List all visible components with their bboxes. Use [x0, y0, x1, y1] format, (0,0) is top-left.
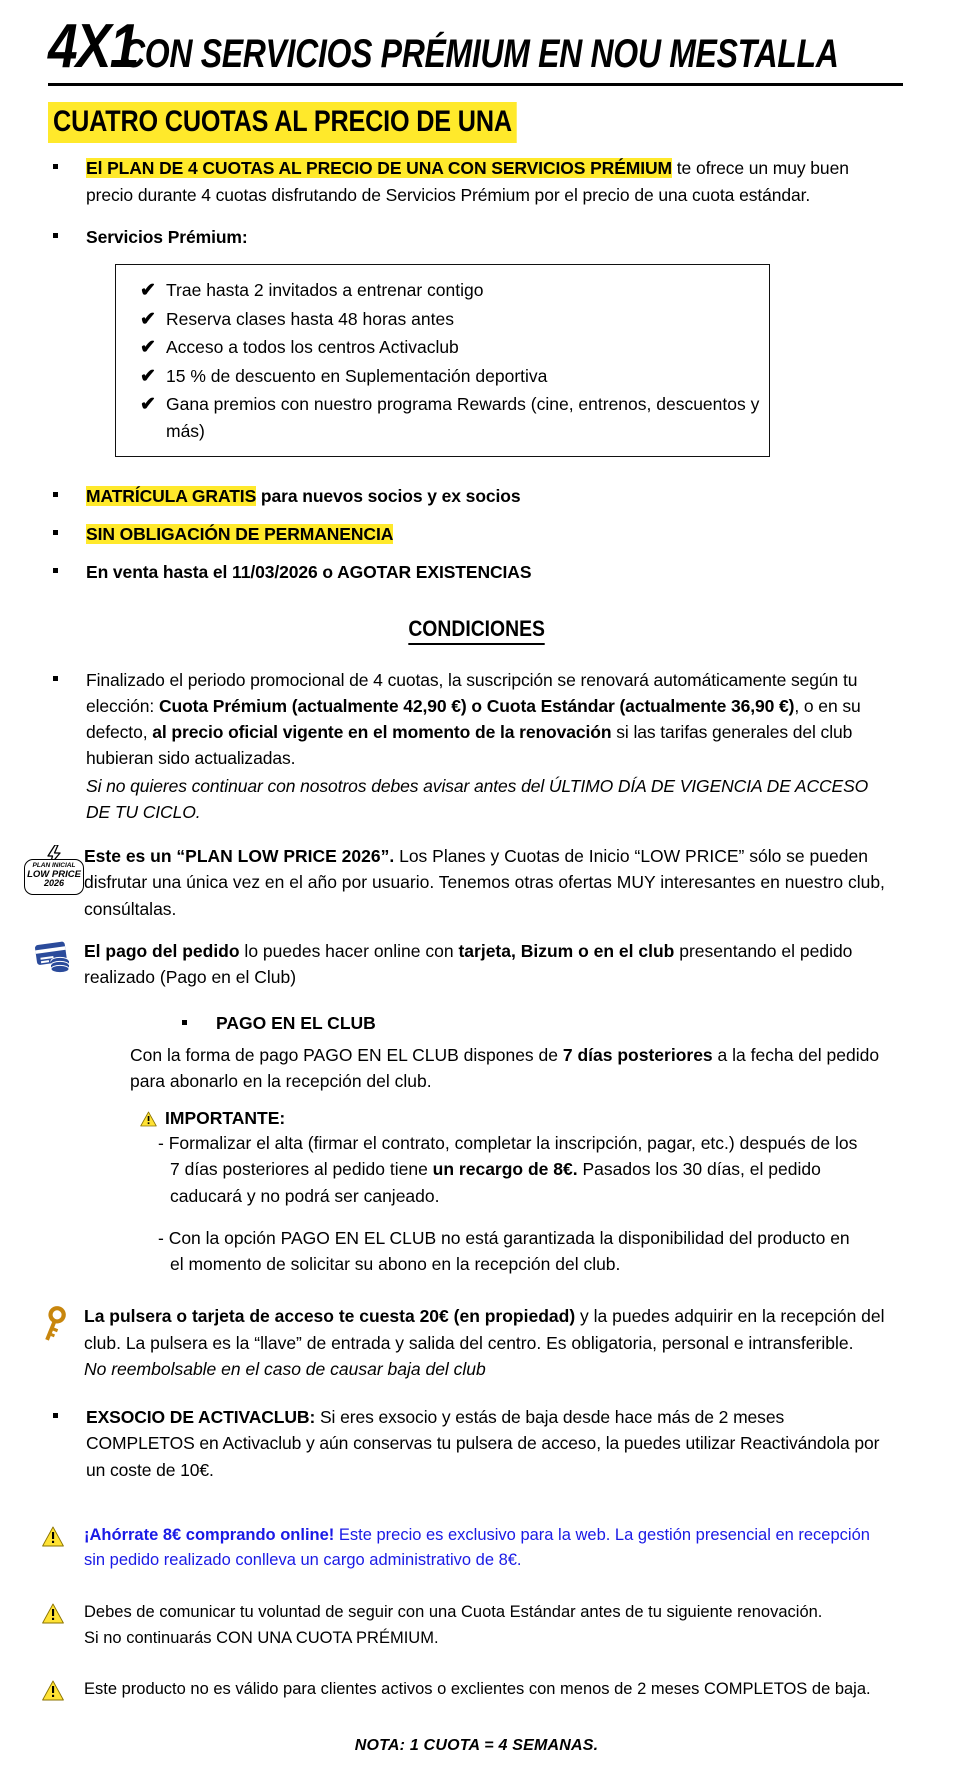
- check-icon: ✔: [140, 308, 156, 330]
- perk-permanencia: [50, 521, 953, 547]
- exsocio-bold: EXSOCIO DE ACTIVACLUB:: [86, 1407, 316, 1428]
- conditions-heading: [0, 616, 953, 645]
- venta-text: En venta hasta el 11/03/2026 o AGOTAR EXISTENCIAS: [86, 562, 532, 583]
- warning-text-online-discount: [84, 1523, 893, 1574]
- page-title: [48, 12, 903, 81]
- check-icon: ✔: [140, 280, 156, 302]
- tag-line-2: LOW PRICE: [27, 868, 81, 880]
- subtitle-banner: CUATRO CUOTAS AL PRECIO DE UNA: [48, 102, 517, 144]
- key-icon: [37, 1305, 69, 1345]
- service-text: Trae hasta 2 invitados a entrenar contigo: [166, 280, 484, 301]
- payment-text: [84, 938, 903, 991]
- exsocio-bullet: [50, 1404, 953, 1483]
- bracelet-text: [84, 1303, 903, 1382]
- payment-row: [22, 938, 953, 991]
- service-text: Acceso a todos los centros Activaclub: [166, 337, 459, 358]
- warning-text-eligibility: Este producto no es válido para clientes activos o exclientes con menos de 2 meses COMPLETOS de baja.: [84, 1680, 871, 1699]
- warning-icon-cell: [22, 1677, 84, 1701]
- services-label: Servicios Prémium:: [86, 226, 248, 247]
- payment-bold-2: tarjeta, Bizum o en el club: [458, 940, 675, 961]
- pago-club-para-1: Con la forma de pago PAGO EN EL CLUB dispones de: [130, 1044, 563, 1065]
- warning-row-renewal-notice: [22, 1600, 953, 1651]
- low-price-tag-box: [24, 859, 84, 895]
- lowprice-icon-cell: [22, 843, 84, 893]
- condition-renewal: [50, 667, 953, 826]
- service-text: Gana premios con nuestro programa Rewards (cine, entrenos, descuentos y más): [166, 394, 760, 441]
- warning-rest-0: Este precio es exclusivo para la web. La gestión presencial en recepción sin pedido realizado conlleva un cargo administrativo de 8€.: [84, 1525, 870, 1570]
- pago-club-days: 7 días posteriores: [562, 1044, 713, 1065]
- renewal-prices: Cuota Prémium (actualmente 42,90 €) o Cuota Estándar (actualmente 36,90 €): [158, 695, 795, 716]
- pago-club-subsection: [178, 1010, 953, 1036]
- conditions-bullet-list: [0, 667, 953, 826]
- intro-rest-text: te ofrece un muy buen precio durante 4 cuotas disfrutando de Servicios Prémium por el precio de una cuota estándar.: [86, 158, 849, 205]
- check-icon: ✔: [140, 337, 156, 359]
- warning-icon-cell: [22, 1523, 84, 1547]
- tag-line-3: 2026: [43, 878, 65, 889]
- pago-club-paragraph: [130, 1042, 953, 1095]
- renewal-part2: , o en su defecto,: [86, 695, 861, 743]
- exsocio-rest: Si eres exsocio y estás de baja desde hace más de 2 meses COMPLETOS en Activaclub y aún conservas tu pulsera de acceso, la puedes utilizar Reactivándola por un coste de 10€.: [86, 1407, 880, 1480]
- conditions-heading-text: CONDICIONES: [408, 616, 545, 645]
- matricula-rest: para nuevos socios y ex socios: [256, 485, 521, 506]
- warning-rest2-1: Si no continuarás CON UNA CUOTA PRÉMIUM.: [84, 1628, 439, 1647]
- warning-triangle-icon: [140, 1111, 157, 1127]
- service-text: Reserva clases hasta 48 horas antes: [166, 308, 454, 329]
- title-4x1: 4X1: [48, 12, 138, 81]
- intro-bullet-plan: [50, 155, 953, 208]
- importante-dash-2: - Con la opción PAGO EN EL CLUB no está garantizada la disponibilidad del producto en el momento de solicitar su abono en la recepción del club.: [158, 1227, 850, 1275]
- bracelet-italic: No reembolsable en el caso de causar baja del club: [84, 1358, 486, 1379]
- payment-bold-1: El pago del pedido: [84, 940, 240, 961]
- bracelet-bold: La pulsera o tarjeta de acceso te cuesta 20€ (en propiedad): [84, 1306, 576, 1327]
- intro-highlight-text: El PLAN DE 4 CUOTAS AL PRECIO DE UNA CON SERVICIOS PRÉMIUM: [86, 158, 673, 179]
- permanencia-highlight: SIN OBLIGACIÓN DE PERMANENCIA: [86, 524, 394, 545]
- renewal-italic-note: Si no quieres continuar con nosotros debes avisar antes del ÚLTIMO DÍA DE VIGENCIA DE ACCESO DE TU CICLO.: [86, 775, 869, 822]
- dash1-part-a: - Formalizar el alta (firmar el contrato, completar la inscripción, pagar, etc.) después de los 7 días posteriores al pedido tiene: [158, 1133, 858, 1180]
- bracelet-icon-cell: [22, 1303, 84, 1345]
- tag-line-1: PLAN INICIAL: [32, 862, 76, 870]
- lowprice-bold: Este es un “PLAN LOW PRICE 2026”.: [84, 846, 395, 867]
- list-item: [116, 277, 769, 305]
- subtitle-banner-wrap: [48, 102, 953, 144]
- list-item: [116, 306, 769, 334]
- warning-rest-1: Debes de comunicar tu voluntad de seguir con una Cuota Estándar antes de tu siguiente renovación.: [84, 1602, 823, 1621]
- payment-icon-cell: [22, 938, 84, 976]
- importante-label: IMPORTANTE:: [165, 1108, 286, 1129]
- warning-triangle-icon: [42, 1603, 64, 1624]
- check-icon: ✔: [140, 365, 156, 387]
- importante-dash-1: [158, 1130, 953, 1209]
- bracelet-row: [22, 1303, 953, 1382]
- perk-venta: [50, 559, 953, 585]
- services-box: [115, 264, 770, 457]
- warning-row-eligibility: [22, 1677, 953, 1703]
- exsocio-list: [0, 1404, 953, 1483]
- pago-club-label: PAGO EN EL CLUB: [216, 1013, 376, 1034]
- warning-row-online-discount: [22, 1523, 953, 1574]
- pago-club-bullet: [178, 1010, 953, 1036]
- lowprice-rest: Los Planes y Cuotas de Inicio “LOW PRICE” sólo se pueden disfrutar una única vez en el año por usuario. Tenemos otras ofertas MUY interesantes en nuestro club, consúltalas.: [84, 846, 885, 919]
- perk-matricula: [50, 483, 953, 509]
- credit-card-coins-icon: [33, 940, 73, 976]
- lowprice-text: [84, 843, 903, 922]
- low-price-tag-icon: [24, 845, 82, 893]
- promo-flyer-page: [0, 12, 953, 1755]
- header-divider: [48, 83, 903, 86]
- renewal-official-price: al precio oficial vigente en el momento de la renovación: [152, 722, 612, 743]
- renewal-part3: si las tarifas generales del club hubieran sido actualizadas.: [86, 722, 853, 769]
- renewal-part1: Finalizado el periodo promocional de 4 cuotas, la suscripción se renovará automáticamente según tu elección:: [86, 669, 858, 716]
- warning-triangle-icon: [42, 1526, 64, 1547]
- dash1-recargo: un recargo de 8€.: [432, 1159, 578, 1180]
- check-icon: ✔: [140, 394, 156, 416]
- warning-bold-0: ¡Ahórrate 8€ comprando online!: [84, 1525, 335, 1544]
- list-item: [116, 363, 769, 391]
- footer-note: NOTA: 1 CUOTA = 4 SEMANAS.: [354, 1736, 599, 1754]
- lowprice-row: [22, 843, 953, 922]
- warning-icon-cell: [22, 1600, 84, 1624]
- title-subtitle-text: CON SERVICIOS PRÉMIUM EN NOU MESTALLA: [122, 32, 839, 76]
- list-item: [116, 334, 769, 362]
- perks-bullet-list: [0, 483, 953, 586]
- matricula-highlight: MATRÍCULA GRATIS: [86, 485, 257, 506]
- warning-triangle-icon: [42, 1680, 64, 1701]
- service-text: 15 % de descuento en Suplementación deportiva: [166, 365, 548, 386]
- bracelet-rest: y la puedes adquirir en la recepción del club. La pulsera es la “llave” de entrada y salida del centro. Es obligatoria, personal e intransferible.: [84, 1306, 885, 1353]
- pago-club-para-2: a la fecha del pedido para abonarlo en la recepción del club.: [130, 1044, 880, 1091]
- intro-bullet-list: [0, 155, 953, 250]
- list-item: [116, 391, 769, 444]
- dash1-part-b: Pasados los 30 días, el pedido caducará y no podrá ser canjeado.: [170, 1159, 821, 1206]
- importante-heading: [140, 1108, 953, 1129]
- payment-mid-2: presentando el pedido realizado (Pago en el Club): [84, 940, 853, 988]
- payment-mid-1: lo puedes hacer online con: [239, 940, 459, 961]
- intro-bullet-services: [50, 224, 953, 250]
- warning-text-renewal-notice: [84, 1600, 893, 1651]
